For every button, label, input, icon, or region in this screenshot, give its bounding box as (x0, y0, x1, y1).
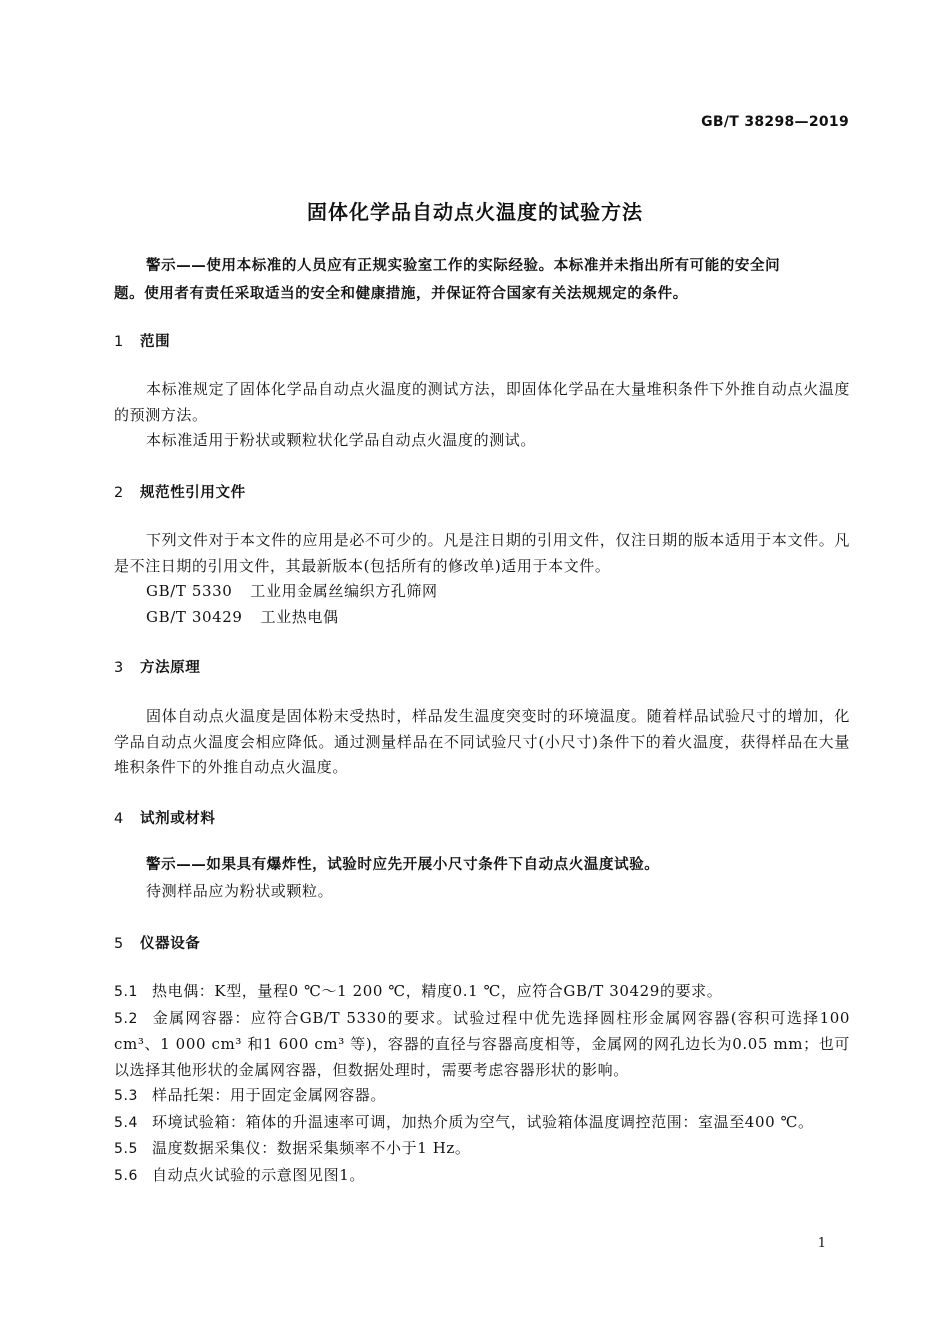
section-number: 2 (114, 485, 124, 501)
section-2-heading (114, 481, 246, 502)
section-title: 试剂或材料 (140, 811, 216, 827)
clause-number: 5.1 (114, 984, 139, 1000)
clause-number: 5.6 (114, 1167, 139, 1184)
reference-item (114, 579, 850, 605)
clause-item (114, 1163, 850, 1190)
section-5-body (114, 979, 850, 1189)
document-title: 固体化学品自动点火温度的试验方法 (307, 200, 643, 224)
section-title: 范围 (140, 334, 171, 350)
clause-number: 5.2 (114, 1010, 139, 1027)
section-number: 5 (114, 936, 124, 952)
clause-text: 样品托架：用于固定金属网容器。 (152, 1086, 387, 1104)
section-4-body (114, 853, 850, 904)
paragraph: 待测样品应为粉状或颗粒。 (146, 881, 334, 900)
section-4-heading (114, 807, 216, 828)
clause-item (114, 1110, 850, 1137)
section-title: 方法原理 (140, 660, 201, 676)
section-title: 规范性引用文件 (140, 485, 246, 501)
section-1-heading (114, 330, 170, 351)
section-number: 1 (114, 334, 124, 350)
safety-warning (114, 252, 850, 308)
reference-code: GB/T 5330 (146, 582, 233, 600)
clause-text: 热电偶：K型，量程0 ℃～1 200 ℃，精度0.1 ℃，应符合GB/T 30429的要求。 (152, 982, 723, 1000)
reference-item (114, 605, 850, 631)
reference-name: 工业用金属丝编织方孔筛网 (250, 582, 438, 600)
clause-number: 5.4 (114, 1114, 139, 1131)
paragraph: 下列文件对于本文件的应用是必不可少的。凡是注日期的引用文件，仅注日期的版本适用于本文件。凡是不注日期的引用文件，其最新版本(包括所有的修改单)适用于本文件。 (114, 531, 850, 575)
reagent-warning: 警示——如果具有爆炸性，试验时应先开展小尺寸条件下自动点火温度试验。 (146, 857, 660, 873)
section-number: 3 (114, 660, 124, 676)
clause-text: 温度数据采集仪：数据采集频率不小于1 Hz。 (152, 1139, 471, 1157)
clause-number: 5.5 (114, 1141, 139, 1157)
page-number: 1 (817, 1236, 826, 1251)
section-3-body (114, 704, 850, 781)
clause-item (114, 1136, 850, 1163)
paragraph: 本标准规定了固体化学品自动点火温度的测试方法，即固体化学品在大量堆积条件下外推自动点火温度的预测方法。 (114, 380, 850, 424)
reference-name: 工业热电偶 (260, 607, 339, 626)
warning-line-2: 题。使用者有责任采取适当的安全和健康措施，并保证符合国家有关法规规定的条件。 (114, 286, 688, 302)
standard-number: GB/T 38298—2019 (701, 114, 849, 130)
clause-text: 金属网容器：应符合GB/T 5330的要求。试验过程中优先选择圆柱形金属网容器(容积可选择100 cm³、1 000 cm³ 和1 600 cm³ 等)，容器的直径与容器高度相等，金属网的网孔边长为0.05 mm；也可以选择其他形状的金属网容器，但数据处理时，需要考虑容器形状的影响。 (114, 1008, 850, 1079)
clause-text: 自动点火试验的示意图见图1。 (152, 1165, 365, 1184)
reference-code: GB/T 30429 (146, 607, 243, 626)
clause-text: 环境试验箱：箱体的升温速率可调，加热介质为空气，试验箱体温度调控范围：室温至400 ℃。 (152, 1112, 814, 1131)
clause-number: 5.3 (114, 1088, 139, 1104)
section-number: 4 (114, 811, 124, 827)
paragraph: 固体自动点火温度是固体粉末受热时，样品发生温度突变时的环境温度。随着样品试验尺寸的增加，化学品自动点火温度会相应降低。通过测量样品在不同试验尺寸(小尺寸)条件下的着火温度，获得样品在大量堆积条件下的外推自动点火温度。 (114, 707, 850, 776)
warning-line-1: 警示——使用本标准的人员应有正规实验室工作的实际经验。本标准并未指出所有可能的安全问 (146, 258, 781, 274)
section-3-heading (114, 656, 200, 677)
section-2-body (114, 528, 850, 630)
clause-item (114, 979, 850, 1006)
clause-item (114, 1006, 850, 1084)
section-5-heading (114, 932, 200, 953)
section-title: 仪器设备 (140, 936, 201, 952)
clause-item (114, 1083, 850, 1110)
section-1-body (114, 377, 850, 454)
paragraph: 本标准适用于粉状或颗粒状化学品自动点火温度的测试。 (146, 431, 537, 449)
